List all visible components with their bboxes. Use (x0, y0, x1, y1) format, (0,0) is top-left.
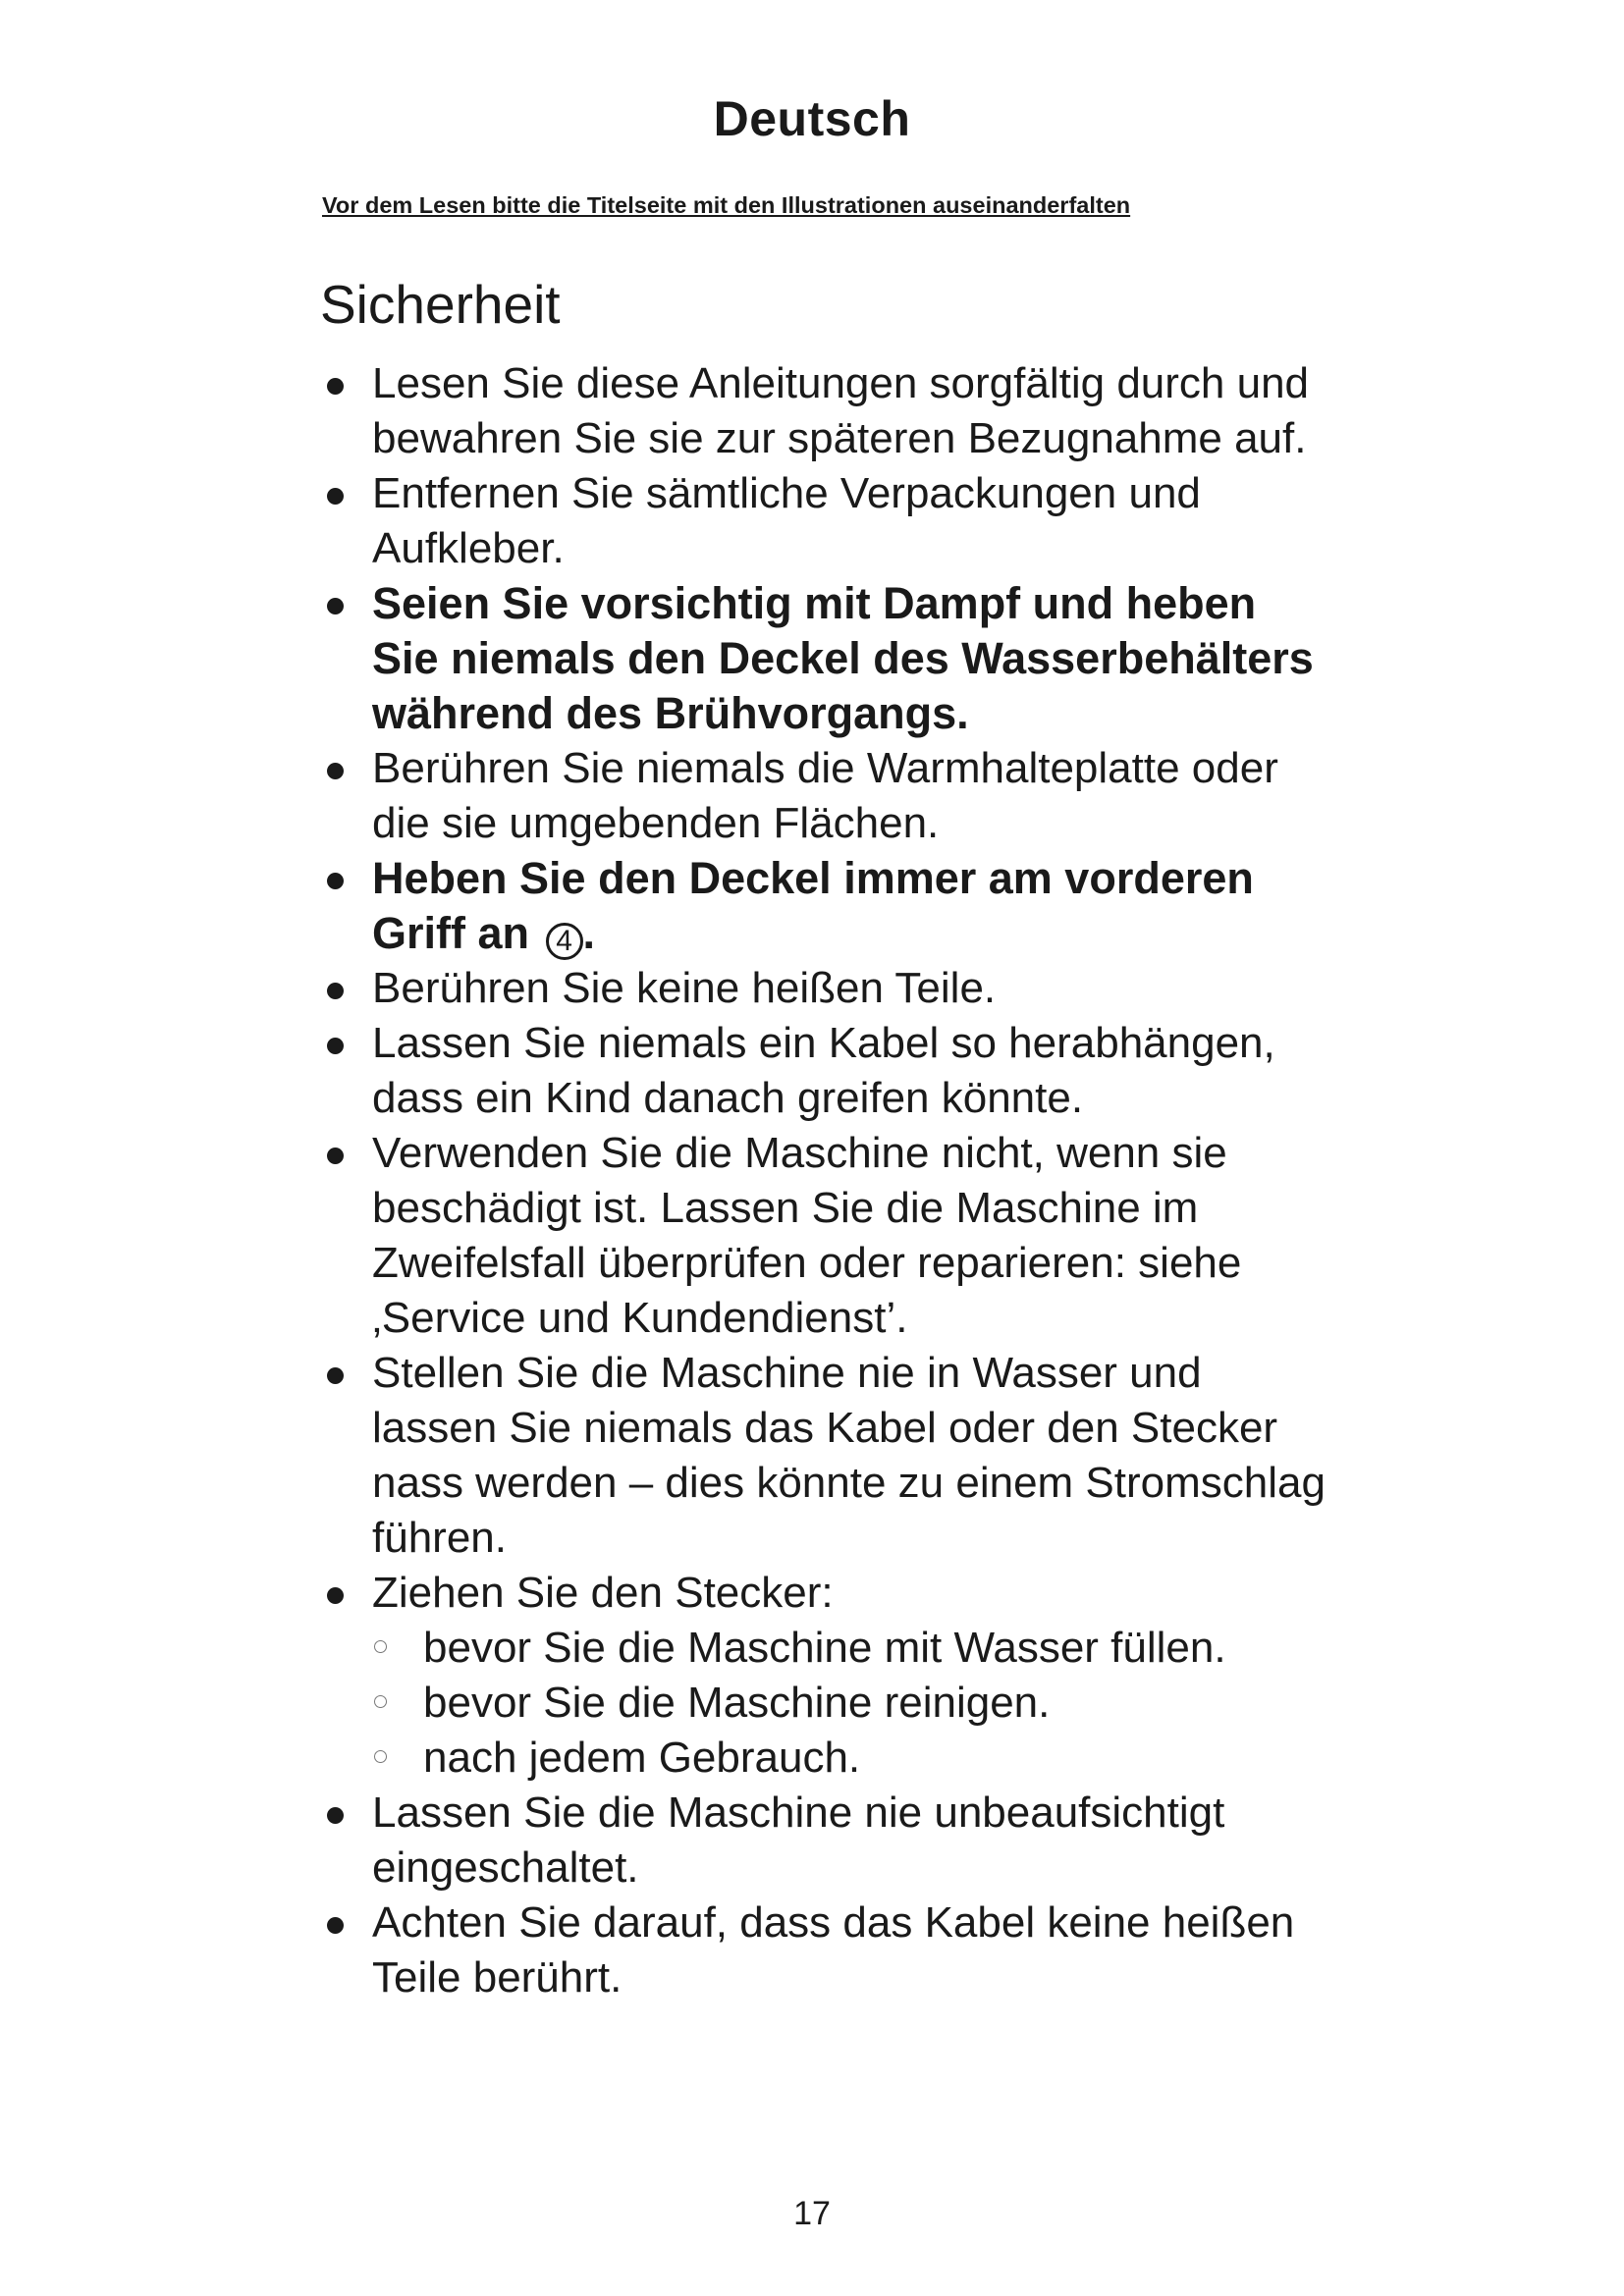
bullet-icon (327, 378, 344, 395)
hollow-bullet-icon (374, 1750, 387, 1763)
safety-item-text: Stellen Sie die Maschine nie in Wasser und lassen Sie niemals das Kabel oder den Stecker nass werden – dies könnte zu einem Stromschlag führen. (372, 1349, 1326, 1562)
bullet-icon (327, 1807, 344, 1824)
safety-item-text: Heben Sie den Deckel immer am vorderen Griff an (372, 853, 1254, 958)
safety-item-text: Lassen Sie niemals ein Kabel so herabhängen, dass ein Kind danach greifen könnte. (372, 1019, 1275, 1122)
sub-item (372, 1621, 1334, 1676)
bullet-icon (327, 1587, 344, 1604)
safety-item-text: Verwenden Sie die Maschine nicht, wenn sie beschädigt ist. Lassen Sie die Maschine im Zweifelsfall überprüfen oder reparieren: siehe ‚Service und Kundendienst’. (372, 1129, 1242, 1342)
sub-item (372, 1731, 1334, 1786)
safety-item (0, 1566, 1334, 1786)
bullet-icon (327, 1367, 344, 1384)
safety-item-text-end: . (582, 908, 596, 958)
safety-item (0, 961, 1334, 1016)
hollow-bullet-icon (374, 1640, 387, 1653)
bullet-icon (327, 763, 344, 779)
safety-item-text: Achten Sie darauf, dass das Kabel keine heißen Teile berührt. (372, 1898, 1295, 2002)
bullet-icon (327, 488, 344, 505)
safety-item-text: Ziehen Sie den Stecker: (372, 1569, 834, 1617)
safety-item-text: Lassen Sie die Maschine nie unbeaufsichtigt eingeschaltet. (372, 1789, 1225, 1892)
page-number: 17 (793, 2195, 831, 2232)
safety-item (0, 1896, 1334, 2005)
safety-item-warning (0, 576, 1334, 741)
safety-item (0, 1346, 1334, 1566)
safety-item (0, 741, 1334, 851)
safety-item-text: Berühren Sie keine heißen Teile. (372, 964, 997, 1012)
section-title: Sicherheit (320, 274, 561, 335)
circled-number-4-icon: 4 (546, 923, 583, 960)
bullet-icon (327, 598, 344, 614)
safety-item-text: Lesen Sie diese Anleitungen sorgfältig durch und bewahren Sie sie zur späteren Bezugnahme auf. (372, 359, 1310, 462)
fold-out-instruction: Vor dem Lesen bitte die Titelseite mit den Illustrationen auseinanderfalten (322, 192, 1131, 218)
safety-item (0, 1126, 1334, 1346)
language-title: Deutsch (713, 91, 911, 146)
bullet-icon (327, 1917, 344, 1934)
hollow-bullet-icon (374, 1695, 387, 1708)
safety-item (0, 356, 1334, 466)
safety-item (0, 466, 1334, 576)
safety-item (0, 1786, 1334, 1896)
bullet-icon (327, 873, 344, 889)
safety-item-text: Entfernen Sie sämtliche Verpackungen und Aufkleber. (372, 469, 1201, 572)
safety-item (0, 1016, 1334, 1126)
safety-item-warning (0, 851, 1334, 961)
unplug-sublist (372, 1621, 1334, 1786)
bullet-icon (327, 1148, 344, 1164)
bullet-icon (327, 983, 344, 999)
safety-list (0, 356, 1624, 2005)
sub-item-text: nach jedem Gebrauch. (423, 1734, 861, 1782)
sub-item (372, 1676, 1334, 1731)
sub-item-text: bevor Sie die Maschine mit Wasser füllen. (423, 1624, 1226, 1672)
safety-item-text: Berühren Sie niemals die Warmhalteplatte oder die sie umgebenden Flächen. (372, 744, 1278, 847)
sub-item-text: bevor Sie die Maschine reinigen. (423, 1679, 1051, 1727)
safety-item-text: Seien Sie vorsichtig mit Dampf und heben Sie niemals den Deckel des Wasserbehälters während des Brühvorgangs. (372, 578, 1314, 738)
bullet-icon (327, 1038, 344, 1054)
